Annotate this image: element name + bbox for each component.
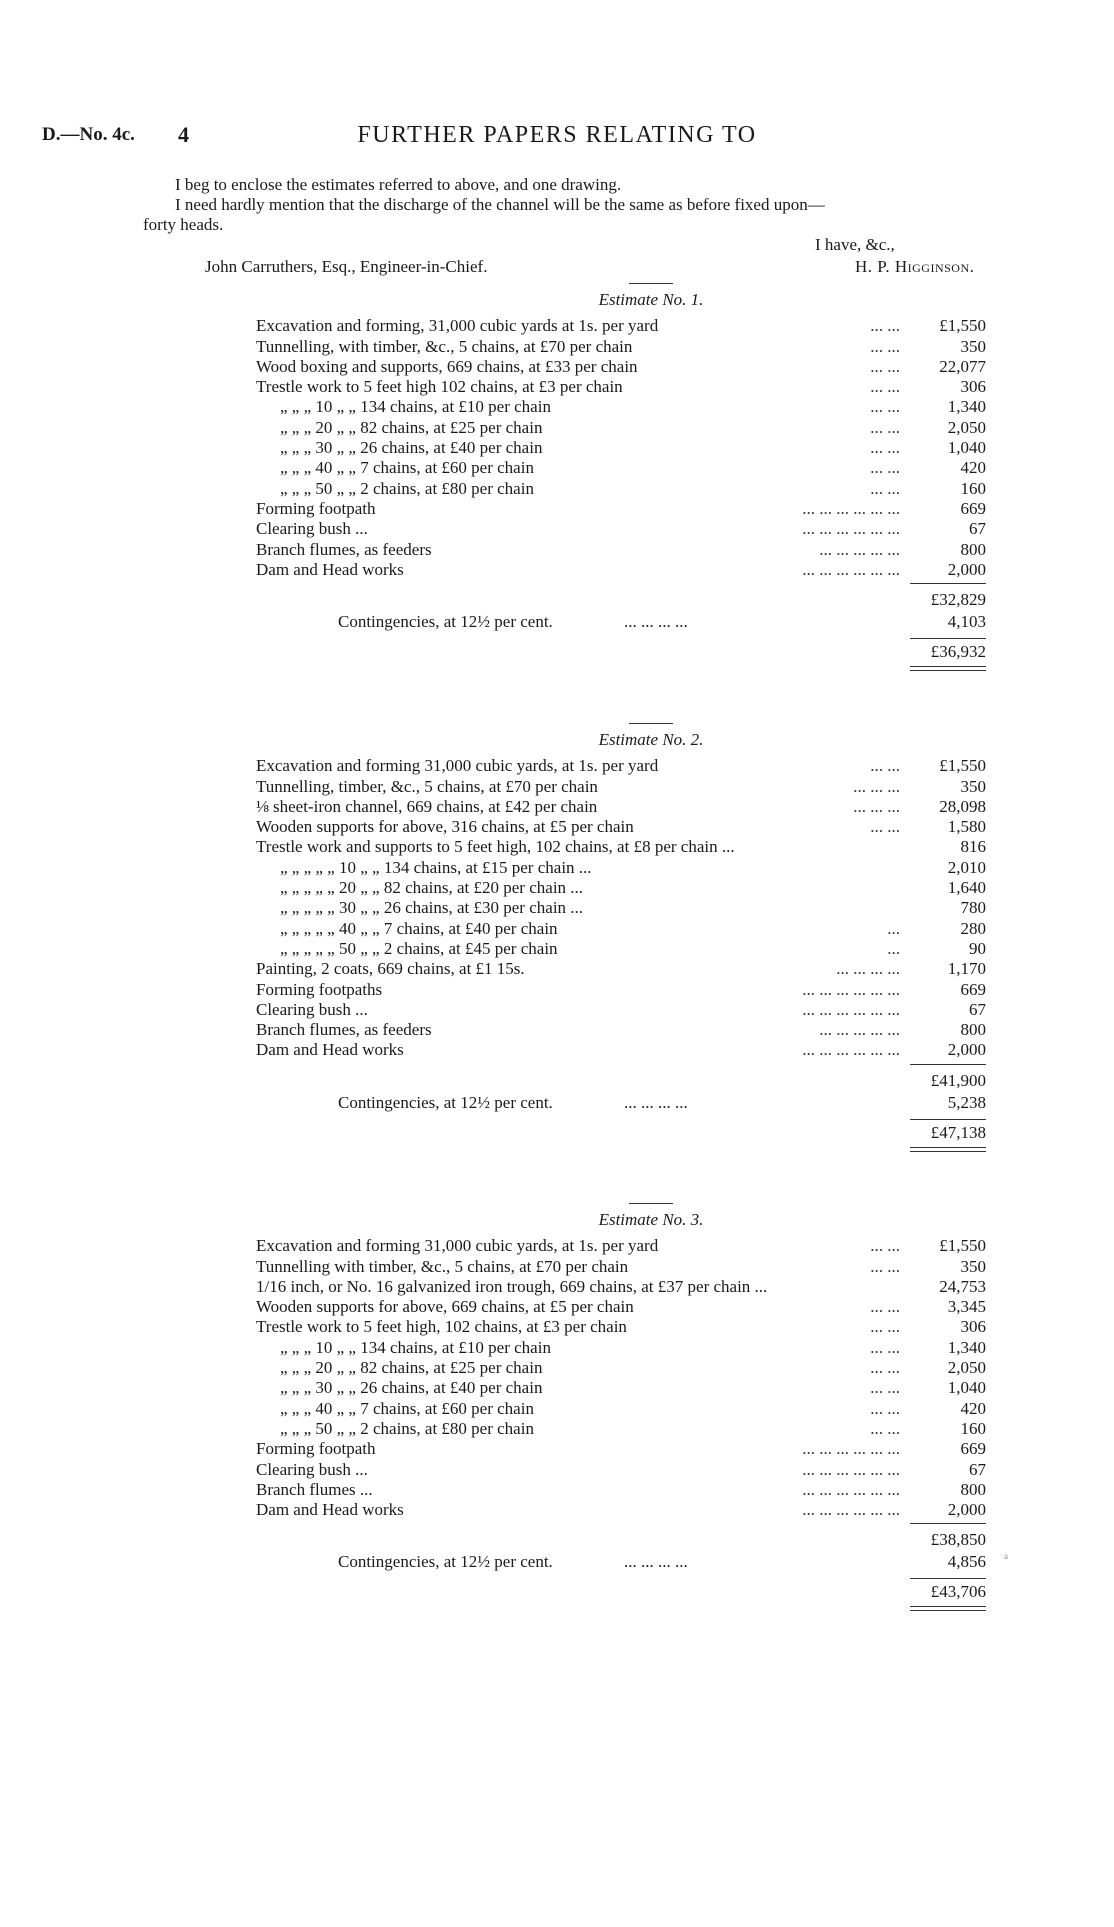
item-description: Forming footpath [256,1439,376,1459]
letter-signature: H. P. Higginson. [855,257,975,276]
item-amount: 2,050 [947,1358,986,1378]
item-amount: 816 [960,837,986,857]
item-amount: 1,340 [947,397,986,417]
item-dots: ... ... [870,397,900,417]
item-amount: 2,010 [947,857,986,877]
item-description: „ „ „ 10 „ „ 134 chains, at £10 per chain [280,397,551,417]
item-amount: 22,077 [939,356,986,376]
item-dots: ... ... ... ... ... [819,539,900,559]
item-description: „ „ „ 10 „ „ 134 chains, at £10 per chain [280,1337,551,1357]
item-description: Tunnelling, with timber, &c., 5 chains, at £70 per chain [256,336,633,356]
item-amount: 306 [960,377,986,397]
estimate-title: Estimate No. 3. [598,1210,704,1229]
item-description: Trestle work to 5 feet high 102 chains, at £3 per chain [256,377,623,397]
contingencies-row [256,1093,986,1115]
item-amount: £1,550 [939,756,986,776]
sum-rule [256,1061,986,1069]
estimate-item-row [256,1338,986,1358]
item-description: Clearing bush ... [256,999,368,1019]
page-number: 4 [178,122,189,147]
subtotal-row [256,1528,986,1552]
contingencies-label: Contingencies, at 12½ per cent. [338,1552,553,1572]
item-description: „ „ „ „ „ 30 „ „ 26 chains, at £30 per chain ... [280,898,584,918]
total-row [256,1574,986,1614]
estimate-item-row [256,817,986,837]
item-dots: ... ... [870,478,900,498]
estimate-item-row [256,337,986,357]
estimate-item-row [256,1460,986,1480]
page-title: FURTHER PAPERS RELATING TO [357,122,757,148]
item-description: Excavation and forming, 31,000 cubic yards at 1s. per yard [256,316,659,336]
item-dots: ... ... [870,458,900,478]
item-dots: ... ... [870,1398,900,1418]
item-description: Tunnelling, timber, &c., 5 chains, at £70 per chain [256,776,598,796]
item-dots: ... ... ... ... ... ... [802,1479,900,1499]
item-description: Branch flumes, as feeders [256,539,432,559]
estimate-1 [256,283,986,674]
item-description: Tunnelling with timber, &c., 5 chains, at £70 per chain [256,1256,629,1276]
item-description: „ „ „ 40 „ „ 7 chains, at £60 per chain [280,1398,534,1418]
item-dots: ... ... [870,817,900,837]
item-description: Clearing bush ... [256,1459,368,1479]
item-description: 1/16 inch, or No. 16 galvanized iron trough, 669 chains, at £37 per chain ... [256,1276,768,1296]
item-amount: 800 [960,1020,986,1040]
estimate-item-row [256,1257,986,1277]
item-dots: ... [887,918,900,938]
item-dots: ... ... [870,1317,900,1337]
item-amount: 28,098 [939,796,986,816]
item-dots: ... ... [870,438,900,458]
subtotal-row [256,1069,986,1093]
item-dots: ... ... [870,356,900,376]
contingencies-row [256,1552,986,1574]
estimate-item-row [256,1358,986,1378]
item-description: Dam and Head works [256,1500,404,1520]
item-amount: 24,753 [939,1276,986,1296]
item-dots: ... ... ... ... ... [819,1020,900,1040]
estimate-item-row [256,1297,986,1317]
estimate-item-row [256,1040,986,1060]
item-dots: ... ... ... ... ... ... [802,1500,900,1520]
item-amount: 350 [960,1256,986,1276]
item-dots: ... ... [870,756,900,776]
sum-rule [256,1520,986,1528]
estimate-item-row [256,1480,986,1500]
estimate-item-row [256,1020,986,1040]
item-amount: £1,550 [939,316,986,336]
estimate-2 [256,723,986,1155]
item-amount: 67 [969,999,986,1019]
item-amount: £1,550 [939,1236,986,1256]
item-dots: ... ... ... ... ... ... [802,1459,900,1479]
item-description: Dam and Head works [256,559,404,579]
estimate-item-row [256,418,986,438]
item-amount: 420 [960,1398,986,1418]
item-amount: 2,000 [947,1040,986,1060]
total-row [256,1115,986,1155]
estimate-item-row [256,878,986,898]
item-description: Dam and Head works [256,1040,404,1060]
item-description: ⅛ sheet-iron channel, 669 chains, at £42 per chain [256,796,598,816]
item-description: Wood boxing and supports, 669 chains, at £33 per chain [256,356,638,376]
contingencies-dots: ... ... ... ... [624,1552,688,1572]
estimate-item-row [256,377,986,397]
item-dots: ... ... [870,1337,900,1357]
item-description: „ „ „ 40 „ „ 7 chains, at £60 per chain [280,458,534,478]
item-description: „ „ „ 20 „ „ 82 chains, at £25 per chain [280,417,543,437]
letter-closing: I have, &c., [815,235,895,254]
item-amount: 669 [960,979,986,999]
total-amount: £43,706 [930,1582,986,1602]
estimate-item-row [256,316,986,336]
item-dots: ... ... [870,377,900,397]
item-amount: 1,580 [947,817,986,837]
item-amount: 669 [960,498,986,518]
estimate-item-row [256,1419,986,1439]
estimate-item-row [256,939,986,959]
letter-closing-block [175,235,1055,279]
item-dots: ... ... [870,417,900,437]
subtotal-amount: £32,829 [930,590,986,610]
item-dots: ... [887,938,900,958]
item-dots: ... ... ... ... ... ... [802,498,900,518]
estimate-item-row [256,458,986,478]
item-dots: ... ... ... [853,796,900,816]
item-amount: 800 [960,1479,986,1499]
estimate-item-row [256,1378,986,1398]
item-description: „ „ „ 50 „ „ 2 chains, at £80 per chain [280,478,534,498]
item-amount: 800 [960,539,986,559]
estimate-item-row [256,438,986,458]
item-dots: ... ... [870,1358,900,1378]
contingencies-amount: 4,103 [947,612,986,632]
item-description: „ „ „ „ „ 10 „ „ 134 chains, at £15 per chain ... [280,857,592,877]
estimate-item-row [256,499,986,519]
item-amount: 2,050 [947,417,986,437]
item-description: „ „ „ „ „ 20 „ „ 82 chains, at £20 per chain ... [280,878,584,898]
item-description: „ „ „ 30 „ „ 26 chains, at £40 per chain [280,1378,543,1398]
item-dots: ... ... [870,316,900,336]
section-rule [629,723,673,724]
estimate-item-row [256,1277,986,1297]
item-description: Branch flumes, as feeders [256,1020,432,1040]
item-amount: 67 [969,519,986,539]
item-amount: 780 [960,898,986,918]
estimate-item-row [256,397,986,417]
estimate-3 [256,1203,986,1614]
item-description: Excavation and forming 31,000 cubic yards, at 1s. per yard [256,756,659,776]
estimate-item-row [256,919,986,939]
item-amount: 160 [960,1418,986,1438]
contingencies-amount: 5,238 [947,1092,986,1112]
item-amount: 90 [969,938,986,958]
item-amount: 1,340 [947,1337,986,1357]
item-description: Clearing bush ... [256,519,368,539]
item-dots: ... ... ... ... ... ... [802,999,900,1019]
estimate-item-row [256,1317,986,1337]
contingencies-label: Contingencies, at 12½ per cent. [338,1092,553,1112]
estimate-item-row [256,898,986,918]
item-description: Painting, 2 coats, 669 chains, at £1 15s. [256,959,525,979]
letter-body [143,175,1055,279]
item-amount: 350 [960,776,986,796]
item-dots: ... ... ... ... ... ... [802,1040,900,1060]
margin-mark: a [1004,1551,1008,1561]
estimate-item-row [256,777,986,797]
page-header [40,122,1074,152]
contingencies-dots: ... ... ... ... [624,612,688,632]
estimate-item-row [256,1000,986,1020]
item-description: Excavation and forming 31,000 cubic yards, at 1s. per yard [256,1236,659,1256]
item-dots: ... ... ... [853,776,900,796]
contingencies-label: Contingencies, at 12½ per cent. [338,612,553,632]
estimate-item-row [256,1236,986,1256]
item-amount: 280 [960,918,986,938]
total-row [256,634,986,674]
item-description: „ „ „ 20 „ „ 82 chains, at £25 per chain [280,1358,543,1378]
estimate-item-row [256,1500,986,1520]
item-amount: 1,640 [947,878,986,898]
estimate-item-row [256,756,986,776]
item-description: Trestle work and supports to 5 feet high, 102 chains, at £8 per chain ... [256,837,735,857]
item-dots: ... ... ... ... ... ... [802,1439,900,1459]
item-dots: ... ... [870,1418,900,1438]
contingencies-amount: 4,856 [947,1552,986,1572]
estimate-items [256,316,986,580]
item-amount: 67 [969,1459,986,1479]
item-dots: ... ... [870,1378,900,1398]
item-description: Branch flumes ... [256,1479,373,1499]
estimate-title: Estimate No. 2. [598,730,704,749]
item-amount: 3,345 [947,1297,986,1317]
item-dots: ... ... [870,336,900,356]
total-amount: £36,932 [930,642,986,662]
letter-addressee: John Carruthers, Esq., Engineer-in-Chief. [205,257,488,276]
item-description: Forming footpaths [256,979,383,999]
estimate-item-row [256,959,986,979]
item-description: „ „ „ „ „ 40 „ „ 7 chains, at £40 per chain [280,918,558,938]
item-description: Forming footpath [256,498,376,518]
item-description: „ „ „ 50 „ „ 2 chains, at £80 per chain [280,1418,534,1438]
subtotal-row [256,588,986,612]
item-amount: 306 [960,1317,986,1337]
contingencies-row [256,612,986,634]
item-dots: ... ... [870,1236,900,1256]
estimate-item-row [256,858,986,878]
item-description: Trestle work to 5 feet high, 102 chains, at £3 per chain [256,1317,627,1337]
letter-line-3: forty heads. [143,215,224,234]
section-rule [629,283,673,284]
letter-line-1: I beg to enclose the estimates referred to above, and one drawing. [175,175,622,194]
estimate-title: Estimate No. 1. [598,290,704,309]
estimate-item-row [256,980,986,1000]
item-description: Wooden supports for above, 669 chains, at £5 per chain [256,1297,634,1317]
item-amount: 2,000 [947,559,986,579]
item-amount: 420 [960,458,986,478]
letter-line-2: I need hardly mention that the discharge of the channel will be the same as before fixed upon— [175,195,825,214]
item-amount: 160 [960,478,986,498]
section-rule [629,1203,673,1204]
item-dots: ... ... [870,1297,900,1317]
subtotal-amount: £38,850 [930,1530,986,1550]
estimate-item-row [256,1439,986,1459]
estimate-items [256,1236,986,1520]
contingencies-dots: ... ... ... ... [624,1092,688,1112]
item-amount: 669 [960,1439,986,1459]
estimate-item-row [256,540,986,560]
item-amount: 1,040 [947,438,986,458]
item-amount: 1,170 [947,959,986,979]
item-dots: ... ... [870,1256,900,1276]
sum-rule [256,580,986,588]
estimate-items [256,756,986,1060]
item-description: Wooden supports for above, 316 chains, at £5 per chain [256,817,634,837]
estimate-item-row [256,519,986,539]
total-amount: £47,138 [930,1122,986,1142]
estimate-item-row [256,479,986,499]
subtotal-amount: £41,900 [930,1070,986,1090]
item-description: „ „ „ „ „ 50 „ „ 2 chains, at £45 per chain [280,938,558,958]
document-reference: D.—No. 4c. [42,124,135,145]
item-description: „ „ „ 30 „ „ 26 chains, at £40 per chain [280,438,543,458]
item-dots: ... ... ... ... ... ... [802,559,900,579]
estimate-item-row [256,797,986,817]
item-amount: 1,040 [947,1378,986,1398]
estimate-item-row [256,1399,986,1419]
item-dots: ... ... ... ... ... ... [802,979,900,999]
estimate-item-row [256,560,986,580]
estimate-item-row [256,357,986,377]
item-amount: 350 [960,336,986,356]
item-dots: ... ... ... ... ... ... [802,519,900,539]
item-amount: 2,000 [947,1500,986,1520]
estimate-item-row [256,837,986,857]
item-dots: ... ... ... ... [836,959,900,979]
